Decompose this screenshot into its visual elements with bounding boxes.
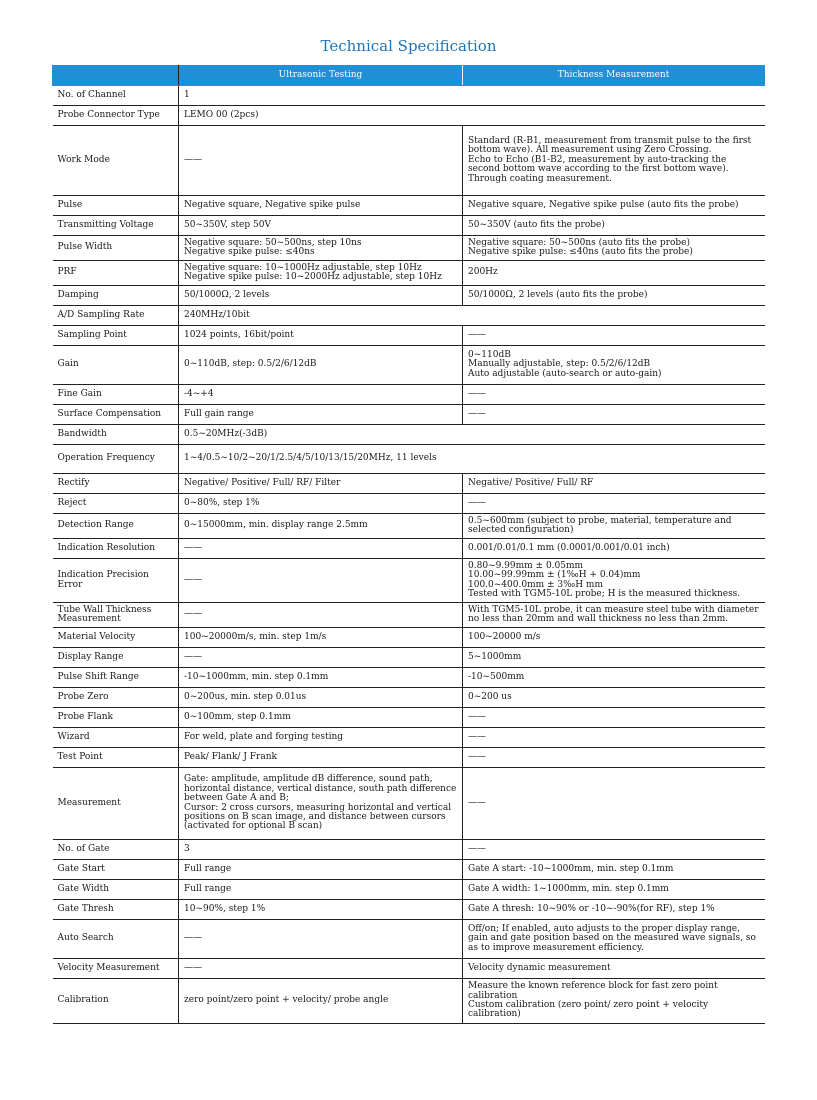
ultrasonic-value-text: 3 xyxy=(184,843,190,854)
ultrasonic-value-text: 0~110dB, step: 0.5/2/6/12dB xyxy=(184,359,317,370)
ultrasonic-value xyxy=(179,286,463,306)
ultrasonic-value-text: —— xyxy=(184,574,202,585)
ultrasonic-value-text: 1024 points, 16bit/point xyxy=(184,329,294,340)
page-title: Technical Specification xyxy=(320,37,497,55)
table-row xyxy=(53,326,765,346)
spec-label-text: Wizard xyxy=(57,731,90,742)
ultrasonic-value xyxy=(179,900,463,920)
table-row xyxy=(53,728,765,748)
ultrasonic-value-text: 0~15000mm, min. display range 2.5mm xyxy=(184,520,368,531)
ultrasonic-value xyxy=(179,880,463,900)
table-row xyxy=(53,768,765,840)
thickness-value xyxy=(463,346,765,385)
spec-label-text: Probe Zero xyxy=(57,691,109,702)
spec-label xyxy=(53,346,179,385)
spec-label xyxy=(53,900,179,920)
thickness-value xyxy=(463,539,765,559)
thickness-value-text: Gate A start: -10~1000mm, min. step 0.1mm xyxy=(468,863,674,874)
ultrasonic-value-text: 0~200us, min. step 0.01us xyxy=(184,691,307,702)
spec-label xyxy=(53,688,179,708)
spec-label-text: Measurement xyxy=(57,797,121,808)
thickness-value-text: 50/1000Ω, 2 levels (auto fits the probe) xyxy=(468,289,648,300)
ultrasonic-value xyxy=(179,236,463,261)
ultrasonic-value xyxy=(179,979,463,1024)
spec-label-text: A/D Sampling Rate xyxy=(57,309,145,320)
spec-label-text: Rectify xyxy=(57,477,90,488)
spec-label xyxy=(53,603,179,628)
thickness-value xyxy=(463,708,765,728)
thickness-value-text: 100~20000 m/s xyxy=(468,631,541,642)
thickness-value xyxy=(463,648,765,668)
table-row xyxy=(53,236,765,261)
ultrasonic-value xyxy=(179,920,463,959)
thickness-value xyxy=(463,514,765,539)
thickness-value xyxy=(463,126,765,196)
spec-label xyxy=(53,768,179,840)
spec-label xyxy=(53,880,179,900)
ultrasonic-value-text: 1~4/0.5~10/2~20/1/2.5/4/5/10/13/15/20MHz, 11 levels xyxy=(184,453,437,464)
table-row xyxy=(53,539,765,559)
spec-label xyxy=(53,405,179,425)
ultrasonic-value xyxy=(179,840,463,860)
thickness-value-text: 200Hz xyxy=(468,267,498,278)
thickness-value xyxy=(463,628,765,648)
spec-label-text: No. of Channel xyxy=(57,89,126,100)
spec-label xyxy=(53,126,179,196)
table-row xyxy=(53,126,765,196)
thickness-value-text: With TGM5-10L probe, it can measure steel tube with diameter no less than 20mm and wall thickness no less than 2mm. xyxy=(468,604,759,624)
ultrasonic-value-text: 10~90%, step 1% xyxy=(184,903,266,914)
ultrasonic-value-text: 0~100mm, step 0.1mm xyxy=(184,711,291,722)
spec-label-text: Gate Thresh xyxy=(57,903,114,914)
ultrasonic-value-text: 0~80%, step 1% xyxy=(184,497,260,508)
spec-label-text: Gate Start xyxy=(57,863,105,874)
table-row xyxy=(53,346,765,385)
thickness-value xyxy=(463,559,765,603)
header-parameter xyxy=(53,66,179,86)
thickness-value-text: -10~500mm xyxy=(468,671,525,682)
spec-label-text: Material Velocity xyxy=(57,631,136,642)
thickness-value-text: —— xyxy=(468,388,486,399)
spec-label xyxy=(53,959,179,979)
spec-label-text: Indication Resolution xyxy=(57,542,155,553)
ultrasonic-value-text: -10~1000mm, min. step 0.1mm xyxy=(184,671,329,682)
spec-label-text: Damping xyxy=(57,289,99,300)
table-row xyxy=(53,860,765,880)
thickness-value-text: 0.001/0.01/0.1 mm (0.0001/0.001/0.01 inch) xyxy=(468,542,670,553)
table-row xyxy=(53,920,765,959)
spec-label-text: Indication Precision Error xyxy=(57,570,149,590)
spec-label xyxy=(53,628,179,648)
thickness-value xyxy=(463,748,765,768)
table-row xyxy=(53,425,765,445)
spec-label-text: PRF xyxy=(57,267,77,278)
ultrasonic-value xyxy=(179,728,463,748)
spec-table-body xyxy=(53,86,765,1024)
ultrasonic-value xyxy=(179,748,463,768)
table-row xyxy=(53,196,765,216)
table-row xyxy=(53,494,765,514)
ultrasonic-value-text: —— xyxy=(184,651,202,662)
table-row xyxy=(53,979,765,1024)
thickness-value-text: —— xyxy=(468,797,486,808)
thickness-value xyxy=(463,959,765,979)
thickness-value xyxy=(463,840,765,860)
ultrasonic-value-text: 0.5~20MHz(-3dB) xyxy=(184,428,268,439)
ultrasonic-value-text: zero point/zero point + velocity/ probe angle xyxy=(184,995,389,1006)
spec-label-text: Work Mode xyxy=(57,154,110,165)
spec-label xyxy=(53,648,179,668)
thickness-value-text: —— xyxy=(468,329,486,340)
ultrasonic-value xyxy=(179,86,765,106)
spec-label xyxy=(53,261,179,286)
ultrasonic-value xyxy=(179,494,463,514)
spec-label xyxy=(53,514,179,539)
ultrasonic-value xyxy=(179,306,765,326)
spec-label-text: Fine Gain xyxy=(57,388,102,399)
ultrasonic-value xyxy=(179,648,463,668)
table-row xyxy=(53,880,765,900)
thickness-value-text: Gate A width: 1~1000mm, min. step 0.1mm xyxy=(468,883,669,894)
ultrasonic-value-text: —— xyxy=(184,154,202,165)
thickness-value xyxy=(463,286,765,306)
thickness-value xyxy=(463,603,765,628)
spec-label xyxy=(53,306,179,326)
spec-label-text: Operation Frequency xyxy=(57,453,155,464)
spec-label xyxy=(53,708,179,728)
thickness-value-text: 0.80~9.99mm ± 0.05mm 10.00~99.99mm ± (1‰H + 0.04)mm 100.0~400.0mm ± 3‰H mm Tested with TGM5-10L probe; H is the measured thickness. xyxy=(468,560,741,599)
ultrasonic-value xyxy=(179,688,463,708)
table-row xyxy=(53,840,765,860)
spec-table xyxy=(52,65,765,1024)
thickness-value xyxy=(463,688,765,708)
ultrasonic-value xyxy=(179,106,765,126)
spec-label-text: Pulse Shift Range xyxy=(57,671,139,682)
ultrasonic-value-text: Negative square: 50~500ns, step 10ns Negative spike pulse: ≤40ns xyxy=(184,237,362,257)
spec-label-text: Tube Wall Thickness Measurement xyxy=(57,604,152,624)
table-row xyxy=(53,106,765,126)
spec-label xyxy=(53,86,179,106)
ultrasonic-value-text: 50~350V, step 50V xyxy=(184,219,271,230)
spec-label xyxy=(53,668,179,688)
spec-label-text: Test Point xyxy=(57,751,103,762)
spec-label xyxy=(53,920,179,959)
spec-label xyxy=(53,539,179,559)
spec-label-text: Pulse xyxy=(57,199,83,210)
table-row xyxy=(53,603,765,628)
ultrasonic-value xyxy=(179,425,765,445)
thickness-value xyxy=(463,494,765,514)
table-row xyxy=(53,405,765,425)
spec-label-text: Velocity Measurement xyxy=(57,962,160,973)
table-row xyxy=(53,216,765,236)
spec-label-text: Auto Search xyxy=(57,933,114,944)
spec-label xyxy=(53,728,179,748)
table-row xyxy=(53,959,765,979)
thickness-value-text: 0.5~600mm (subject to probe, material, temperature and selected configuration) xyxy=(468,515,732,535)
table-row xyxy=(53,559,765,603)
table-row xyxy=(53,688,765,708)
spec-label-text: Calibration xyxy=(57,995,109,1006)
ultrasonic-value xyxy=(179,603,463,628)
thickness-value-text: Negative/ Positive/ Full/ RF xyxy=(468,477,594,488)
header-ultrasonic-testing: Ultrasonic Testing xyxy=(179,66,463,86)
spec-label-text: Detection Range xyxy=(57,520,134,531)
spec-label xyxy=(53,860,179,880)
spec-label-text: Surface Compensation xyxy=(57,408,162,419)
spec-label-text: Probe Connector Type xyxy=(57,109,160,120)
spec-label xyxy=(53,979,179,1024)
ultrasonic-value-text: Negative square, Negative spike pulse xyxy=(184,199,361,210)
ultrasonic-value xyxy=(179,474,463,494)
thickness-value-text: —— xyxy=(468,751,486,762)
spec-label-text: No. of Gate xyxy=(57,843,110,854)
thickness-value-text: Measure the known reference block for fast zero point calibration Custom calibration (zero point/ zero point + velocity calibration) xyxy=(468,981,718,1020)
thickness-value-text: Standard (R-B1, measurement from transmit pulse to the first bottom wave). All measurement using Zero Crossing. Echo to Echo (B1-B2, measurement by auto-tracking the second bottom wave according to the first bottom wave). Through coating measurement. xyxy=(468,135,752,184)
ultrasonic-value xyxy=(179,261,463,286)
ultrasonic-value xyxy=(179,196,463,216)
spec-label-text: Probe Flank xyxy=(57,711,113,722)
thickness-value xyxy=(463,900,765,920)
spec-label xyxy=(53,286,179,306)
ultrasonic-value xyxy=(179,346,463,385)
thickness-value-text: —— xyxy=(468,843,486,854)
thickness-value xyxy=(463,385,765,405)
spec-label-text: Display Range xyxy=(57,651,124,662)
thickness-value xyxy=(463,768,765,840)
ultrasonic-value xyxy=(179,860,463,880)
thickness-value xyxy=(463,880,765,900)
spec-label xyxy=(53,445,179,474)
thickness-value-text: —— xyxy=(468,711,486,722)
ultrasonic-value-text: 1 xyxy=(184,89,190,100)
spec-label xyxy=(53,236,179,261)
spec-label xyxy=(53,216,179,236)
spec-label-text: Gain xyxy=(57,359,79,370)
spec-label xyxy=(53,748,179,768)
spec-label-text: Gate Width xyxy=(57,883,110,894)
spec-label-text: Reject xyxy=(57,497,87,508)
table-header-row xyxy=(53,66,765,86)
table-row xyxy=(53,306,765,326)
ultrasonic-value-text: Peak/ Flank/ J Frank xyxy=(184,751,277,762)
thickness-value xyxy=(463,216,765,236)
thickness-value-text: Gate A thresh: 10~90% or -10~-90%(for RF), step 1% xyxy=(468,903,715,914)
ultrasonic-value xyxy=(179,768,463,840)
thickness-value xyxy=(463,261,765,286)
table-row xyxy=(53,668,765,688)
thickness-value xyxy=(463,979,765,1024)
spec-label-text: Transmitting Voltage xyxy=(57,219,154,230)
ultrasonic-value xyxy=(179,959,463,979)
ultrasonic-value xyxy=(179,126,463,196)
table-row xyxy=(53,748,765,768)
ultrasonic-value-text: Negative/ Positive/ Full/ RF/ Filter xyxy=(184,477,341,488)
thickness-value-text: Negative square: 50~500ns (auto fits the probe) Negative spike pulse: ≤40ns (auto fits the probe) xyxy=(468,237,693,257)
spec-label-text: Sampling Point xyxy=(57,329,127,340)
spec-label xyxy=(53,474,179,494)
ultrasonic-value xyxy=(179,559,463,603)
thickness-value xyxy=(463,728,765,748)
thickness-value-text: —— xyxy=(468,731,486,742)
thickness-value xyxy=(463,326,765,346)
table-row xyxy=(53,648,765,668)
ultrasonic-value xyxy=(179,405,463,425)
thickness-value-text: Velocity dynamic measurement xyxy=(468,962,611,973)
ultrasonic-value xyxy=(179,326,463,346)
ultrasonic-value xyxy=(179,445,765,474)
thickness-value-text: —— xyxy=(468,497,486,508)
thickness-value xyxy=(463,668,765,688)
thickness-value xyxy=(463,920,765,959)
spec-label xyxy=(53,840,179,860)
ultrasonic-value-text: 100~20000m/s, min. step 1m/s xyxy=(184,631,327,642)
spec-label xyxy=(53,385,179,405)
thickness-value xyxy=(463,860,765,880)
thickness-value xyxy=(463,405,765,425)
ultrasonic-value-text: -4~+4 xyxy=(184,388,214,399)
spec-label-text: Pulse Width xyxy=(57,242,113,253)
ultrasonic-value xyxy=(179,539,463,559)
table-row xyxy=(53,514,765,539)
thickness-value xyxy=(463,236,765,261)
table-row xyxy=(53,385,765,405)
ultrasonic-value xyxy=(179,668,463,688)
thickness-value xyxy=(463,474,765,494)
table-row xyxy=(53,286,765,306)
table-row xyxy=(53,261,765,286)
ultrasonic-value xyxy=(179,708,463,728)
ultrasonic-value-text: 240MHz/10bit xyxy=(184,309,250,320)
ultrasonic-value-text: Negative square: 10~1000Hz adjustable, step 10Hz Negative spike pulse: 10~2000Hz adjustable, step 10Hz xyxy=(184,262,442,282)
ultrasonic-value xyxy=(179,385,463,405)
ultrasonic-value-text: Full gain range xyxy=(184,408,254,419)
table-row xyxy=(53,900,765,920)
thickness-value-text: Off/on; If enabled, auto adjusts to the proper display range, gain and gate position based on the measured wave signals, so as to improve measurement efficiency. xyxy=(468,923,756,953)
spec-label xyxy=(53,196,179,216)
thickness-value-text: 0~110dB Manually adjustable, step: 0.5/2/6/12dB Auto adjustable (auto-search or auto-gain) xyxy=(468,349,662,379)
spec-label xyxy=(53,326,179,346)
spec-label xyxy=(53,559,179,603)
spec-label-text: Bandwidth xyxy=(57,428,107,439)
thickness-value-text: —— xyxy=(468,408,486,419)
table-row xyxy=(53,474,765,494)
ultrasonic-value-text: —— xyxy=(184,609,202,620)
ultrasonic-value-text: 50/1000Ω, 2 levels xyxy=(184,289,270,300)
header-thickness-measurement: Thickness Measurement xyxy=(463,66,765,86)
table-row xyxy=(53,628,765,648)
spec-label xyxy=(53,494,179,514)
table-row xyxy=(53,86,765,106)
thickness-value-text: 5~1000mm xyxy=(468,651,522,662)
ultrasonic-value-text: —— xyxy=(184,542,202,553)
thickness-value xyxy=(463,196,765,216)
thickness-value-text: Negative square, Negative spike pulse (auto fits the probe) xyxy=(468,199,739,210)
ultrasonic-value xyxy=(179,216,463,236)
table-row xyxy=(53,445,765,474)
spec-label xyxy=(53,425,179,445)
ultrasonic-value-text: Gate: amplitude, amplitude dB difference, sound path, horizontal distance, vertical distance, south path difference between Gate A and B; Cursor: 2 cross cursors, measuring horizontal and vertical positions on B scan image, and distance between cursors (activated for optional B scan) xyxy=(184,774,457,832)
ultrasonic-value-text: For weld, plate and forging testing xyxy=(184,731,344,742)
ultrasonic-value-text: Full range xyxy=(184,863,232,874)
ultrasonic-value-text: —— xyxy=(184,962,202,973)
ultrasonic-value-text: LEMO 00 (2pcs) xyxy=(184,109,259,120)
ultrasonic-value xyxy=(179,514,463,539)
thickness-value-text: 50~350V (auto fits the probe) xyxy=(468,219,605,230)
spec-label xyxy=(53,106,179,126)
table-row xyxy=(53,708,765,728)
ultrasonic-value-text: —— xyxy=(184,933,202,944)
ultrasonic-value xyxy=(179,628,463,648)
thickness-value-text: 0~200 us xyxy=(468,691,512,702)
ultrasonic-value-text: Full range xyxy=(184,883,232,894)
